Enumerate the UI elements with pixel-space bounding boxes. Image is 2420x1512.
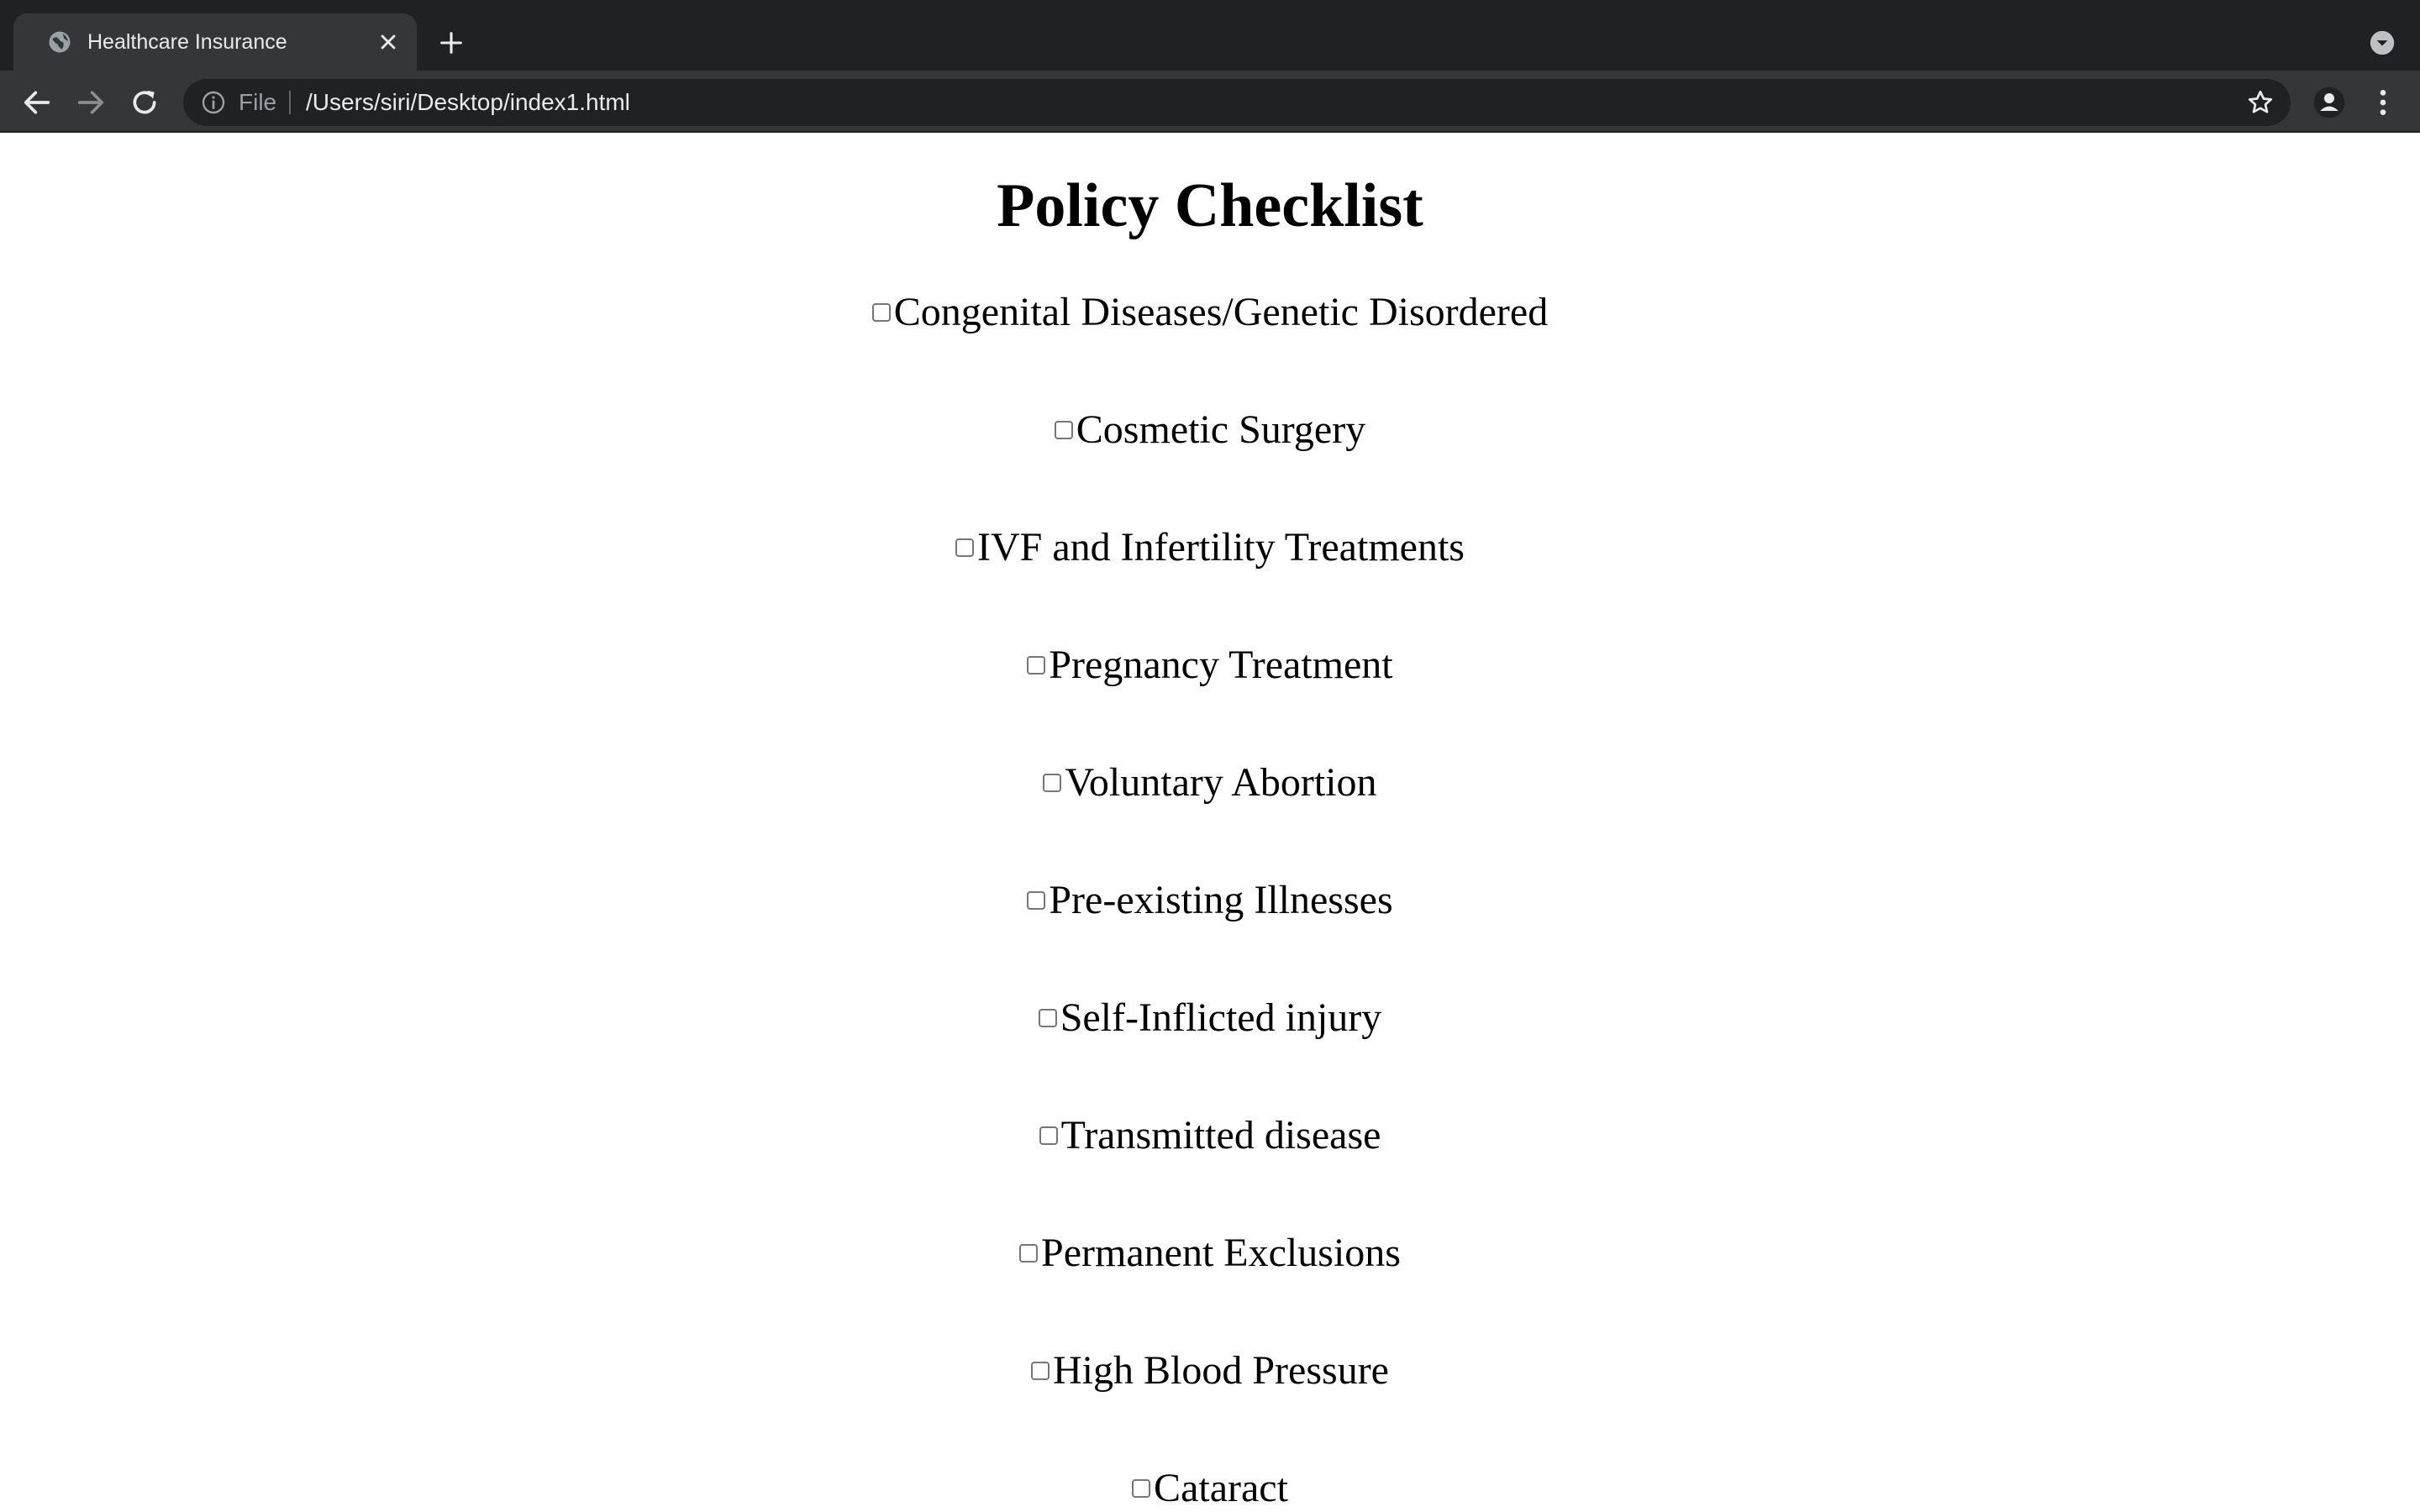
checkbox[interactable]	[1039, 1009, 1057, 1027]
checkbox[interactable]	[1027, 891, 1045, 910]
reload-icon[interactable]	[128, 86, 161, 119]
checklist-item-label: Cataract	[1154, 1466, 1288, 1510]
checklist-item-label-wrapper[interactable]	[1043, 759, 1376, 806]
close-icon[interactable]	[376, 30, 400, 54]
checklist-item-label: Cosmetic Surgery	[1076, 407, 1366, 452]
checkbox[interactable]	[1055, 421, 1073, 439]
checklist-item-label-wrapper[interactable]	[1027, 642, 1392, 689]
checklist-item-label: Self-Inflicted injury	[1060, 995, 1382, 1040]
checklist-item-label-wrapper[interactable]	[955, 524, 1465, 571]
new-tab-plus-icon[interactable]	[437, 29, 466, 57]
checklist-item-label-wrapper[interactable]	[1019, 1230, 1401, 1277]
checklist-item-label: Transmitted disease	[1060, 1113, 1381, 1158]
checklist-item-label-wrapper[interactable]	[1055, 407, 1365, 454]
checklist-item-label: High Blood Pressure	[1053, 1348, 1389, 1393]
profile-avatar-icon[interactable]	[2312, 86, 2346, 119]
checklist-item	[0, 638, 2420, 756]
page-title: Policy Checklist	[997, 171, 1423, 240]
checklist-item-label: Voluntary Abortion	[1065, 760, 1377, 805]
globe-icon	[47, 29, 72, 55]
checkbox[interactable]	[1043, 774, 1061, 792]
info-icon[interactable]	[200, 89, 227, 116]
checklist-item-label: Permanent Exclusions	[1041, 1231, 1401, 1275]
tab-title: Healthcare Insurance	[87, 30, 287, 54]
checklist-item	[0, 286, 2420, 403]
checklist-item	[0, 1226, 2420, 1344]
checklist-item	[0, 1462, 2420, 1512]
page-viewport	[0, 133, 2420, 1512]
checkbox[interactable]	[1027, 656, 1045, 675]
checklist-item	[0, 756, 2420, 874]
checklist-item	[0, 1344, 2420, 1462]
checklist-item-label-wrapper[interactable]	[872, 289, 1548, 336]
address-bar[interactable]	[183, 79, 2291, 126]
back-arrow-icon[interactable]	[20, 86, 54, 119]
address-scheme-label: File	[239, 89, 277, 115]
checklist-item-label-wrapper[interactable]	[1031, 1347, 1389, 1394]
checkbox[interactable]	[1132, 1479, 1150, 1498]
checkbox[interactable]	[1019, 1244, 1038, 1263]
checkbox[interactable]	[955, 538, 974, 557]
checklist-item-label-wrapper[interactable]	[1039, 995, 1382, 1042]
checklist-item-label: Pre-existing Illnesses	[1049, 878, 1393, 922]
checklist-item-label: IVF and Infertility Treatments	[977, 525, 1465, 570]
checklist-item	[0, 991, 2420, 1109]
checkbox[interactable]	[1039, 1126, 1058, 1145]
forward-arrow-icon[interactable]	[74, 86, 108, 119]
checklist-item	[0, 1109, 2420, 1226]
checklist-item	[0, 403, 2420, 521]
checklist-item-label: Pregnancy Treatment	[1049, 643, 1393, 687]
checklist-item-label-wrapper[interactable]	[1039, 1112, 1381, 1159]
checklist-item	[0, 874, 2420, 991]
more-menu-icon[interactable]	[2366, 86, 2400, 119]
checklist-item-label: Congenital Diseases/Genetic Disordered	[893, 290, 1549, 334]
policy-checklist	[0, 286, 2420, 1512]
address-url-text[interactable]: /Users/siri/Desktop/index1.html	[306, 89, 630, 115]
checkbox[interactable]	[1031, 1362, 1050, 1380]
checklist-item-label-wrapper[interactable]	[1027, 877, 1392, 924]
address-separator	[289, 91, 291, 114]
bookmark-star-icon[interactable]	[2245, 87, 2275, 118]
checkbox[interactable]	[872, 303, 891, 322]
checklist-item-label-wrapper[interactable]	[1132, 1465, 1288, 1512]
checklist-item	[0, 521, 2420, 638]
tab-search-chevron-icon[interactable]	[2368, 29, 2396, 57]
tab-healthcare-insurance[interactable]	[13, 13, 417, 71]
tab-strip	[0, 0, 2420, 71]
